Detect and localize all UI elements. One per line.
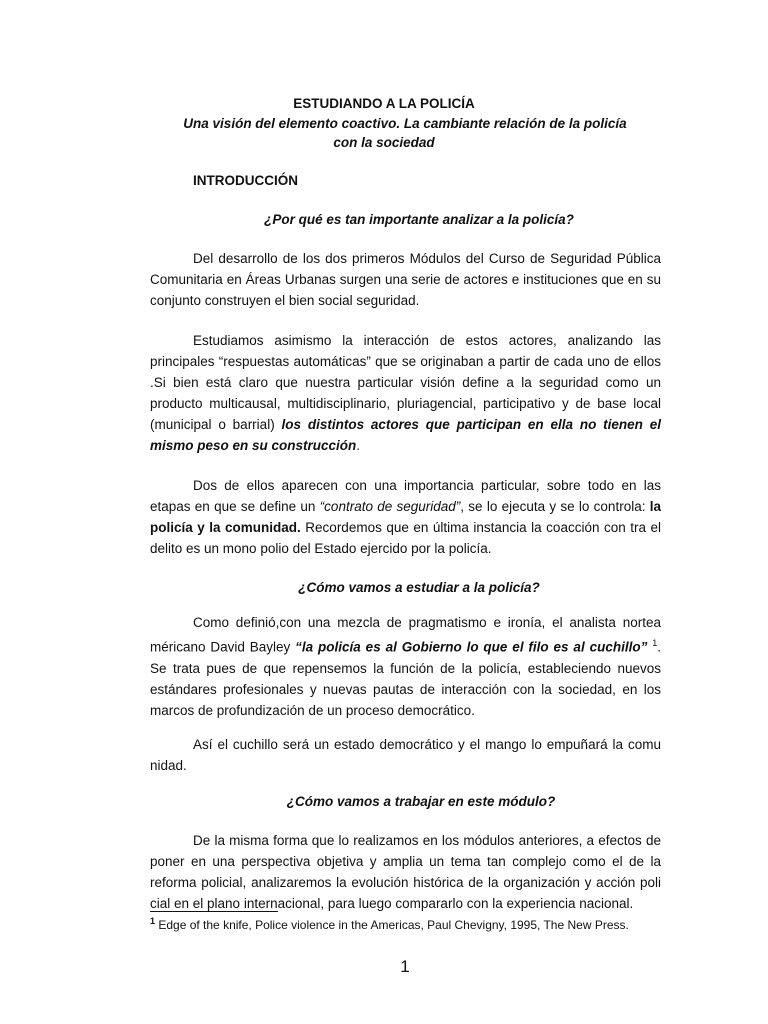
paragraph-1: [150, 248, 661, 311]
paragraph-3-italic: “contrato de seguridad”: [319, 499, 461, 514]
page-number: 1: [400, 957, 410, 976]
question-heading-2: ¿Cómo vamos a estudiar a la policía?: [298, 580, 540, 595]
question-heading-3: ¿Cómo vamos a trabajar en este módulo?: [286, 794, 556, 809]
paragraph-2-end: .: [356, 438, 361, 453]
paragraph-4: [150, 612, 661, 721]
footnote-text: Edge of the knife, Police violence in the Americas, Paul Chevigny, 1995, The New Press.: [155, 918, 629, 932]
paragraph-5: [150, 734, 661, 776]
question-heading-1: ¿Por qué es tan importante analizar a la policía?: [264, 212, 574, 227]
footnote-ref: 1: [652, 638, 658, 648]
paragraph-2-emphasis: los distintos actores que participan en ella no tienen el mismo peso en su construcción: [150, 417, 661, 453]
paragraph-2-text: Estudiamos asimismo la interacción de estos actores, analizando las principales “respuestas automáticas” que se originaban a partir de cada uno de ellos .Si bien está claro que nuestra particular visión define a la seguridad como un producto multicausal, multidisciplinario, pluriagencial, participativo y de base local (municipal o barrial): [150, 333, 661, 432]
paragraph-3: [150, 475, 661, 559]
document-subtitle-line2: con la sociedad: [333, 135, 435, 150]
document-subtitle-line1: Una visión del elemento coactivo. La cambiante relación de la policía: [183, 116, 627, 131]
paragraph-4-text-a: Como definió,con una mezcla de pragmatismo e ironía, el analista nortea méricano David Bayley: [150, 615, 661, 655]
paragraph-3-text-c: Recordemos que en última instancia la coacción con tra el delito es un mono polio del Estado ejercido por la policía.: [150, 520, 661, 556]
paragraph-2: [150, 330, 661, 456]
paragraph-6: [150, 830, 661, 914]
paragraph-6-text: De la misma forma que lo realizamos en los módulos anteriores, a efectos de poner en una perspectiva objetiva y amplia un tema tan complejo como el de la reforma policial, analizaremos la evolución histórica de la organización y acción poli cial en el plano internacional, para luego compararlo con la experiencia nacional.: [150, 833, 661, 911]
footnote: [150, 916, 629, 932]
footnote-separator: [150, 911, 278, 912]
document-title: ESTUDIANDO A LA POLICÍA: [293, 96, 475, 111]
paragraph-1-text: Del desarrollo de los dos primeros Módulos del Curso de Seguridad Pública Comunitaria en Áreas Urbanas surgen una serie de actores e instituciones que en su conjunto construyen el bien social seguridad.: [150, 251, 661, 308]
footnote-number: 1: [150, 916, 156, 926]
paragraph-3-text-b: , se lo ejecuta y se lo controla:: [460, 499, 650, 514]
intro-heading: INTRODUCCIÓN: [193, 173, 298, 188]
paragraph-3-bold: la policía y la comunidad.: [150, 499, 661, 535]
paragraph-3-text-a: Dos de ellos aparecen con una importancia particular, sobre todo en las etapas en que se define un: [150, 478, 661, 514]
paragraph-4-quote: “la policía es al Gobierno lo que el filo es al cuchillo”: [295, 639, 648, 655]
paragraph-5-text: Así el cuchillo será un estado democrático y el mango lo empuñará la comu nidad.: [150, 737, 661, 773]
paragraph-4-text-b: . Se trata pues de que repensemos la función de la policía, estableciendo nuevos estándares profesionales y nuevas pautas de interacción con la sociedad, en los marcos de profundización de un proceso democrático.: [150, 639, 661, 718]
